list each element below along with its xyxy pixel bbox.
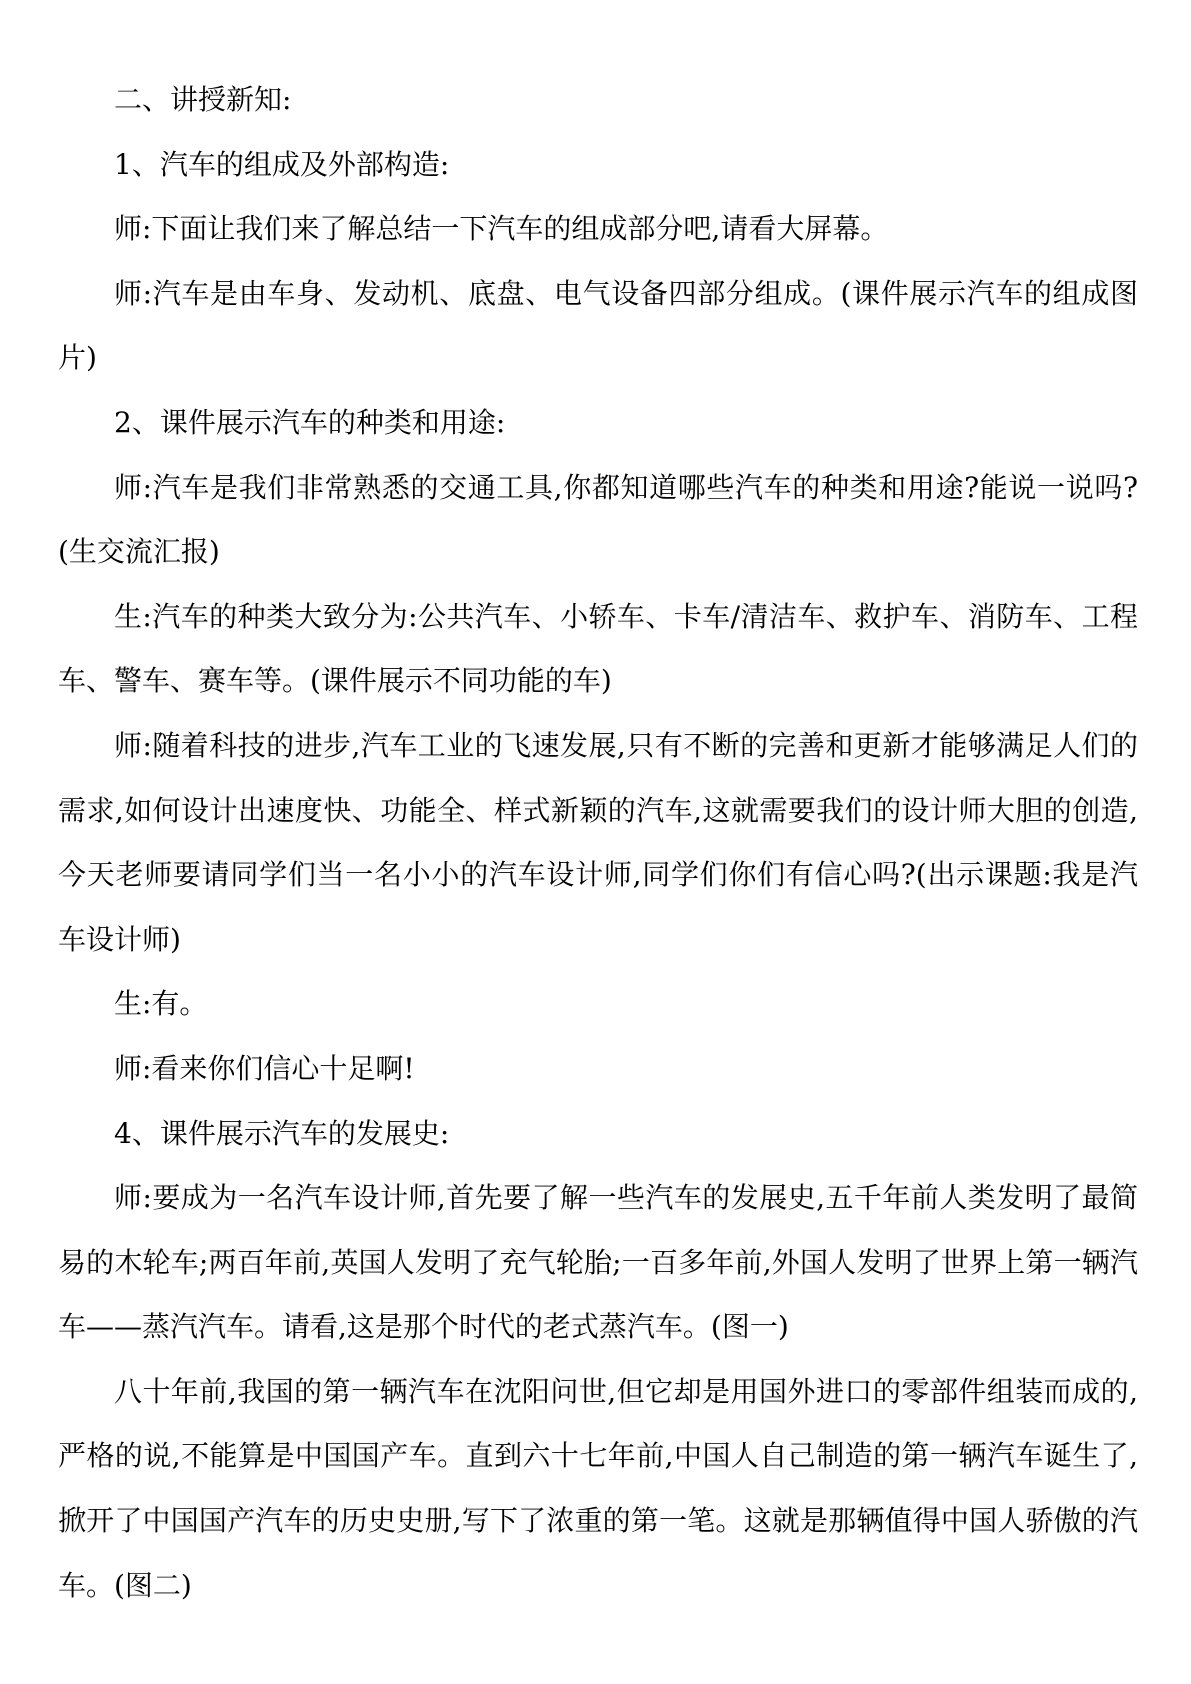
- section-heading: 二、讲授新知:: [114, 83, 292, 116]
- body-paragraph: 八十年前,我国的第一辆汽车在沈阳问世,但它却是用国外进口的零部件组装而成的,严格的说,不能算是中国国产车。直到六十七年前,中国人自己制造的第一辆汽车诞生了,掀开了中国国产汽车的历史史册,写下了浓重的第一笔。这就是那辆值得中国人骄傲的汽车。(图二): [58, 1374, 1138, 1602]
- body-paragraph: 师:汽车是由车身、发动机、底盘、电气设备四部分组成。(课件展示汽车的组成图片): [58, 276, 1138, 375]
- subsection-heading: 1、汽车的组成及外部构造:: [114, 147, 450, 181]
- body-paragraph: 生:有。: [114, 987, 208, 1021]
- document-page: [58, 68, 1138, 1618]
- subsection-heading: 2、课件展示汽车的种类和用途:: [114, 405, 506, 439]
- body-paragraph: 师:汽车是我们非常熟悉的交通工具,你都知道哪些汽车的种类和用途?能说一说吗?(生交流汇报): [58, 470, 1138, 569]
- body-paragraph: 生:汽车的种类大致分为:公共汽车、小轿车、卡车/清洁车、救护车、消防车、工程车、警车、赛车等。(课件展示不同功能的车): [58, 599, 1138, 698]
- body-paragraph: 师:看来你们信心十足啊!: [114, 1051, 415, 1085]
- subsection-heading: 4、课件展示汽车的发展史:: [114, 1116, 450, 1150]
- body-paragraph: 师:要成为一名汽车设计师,首先要了解一些汽车的发展史,五千年前人类发明了最简易的木轮车;两百年前,英国人发明了充气轮胎;一百多年前,外国人发明了世界上第一辆汽车——蒸汽汽车。请看,这是那个时代的老式蒸汽车。(图一): [58, 1181, 1138, 1344]
- body-paragraph: 师:下面让我们来了解总结一下汽车的组成部分吧,请看大屏幕。: [114, 212, 889, 246]
- body-paragraph: 师:随着科技的进步,汽车工业的飞速发展,只有不断的完善和更新才能够满足人们的需求,如何设计出速度快、功能全、样式新颖的汽车,这就需要我们的设计师大胆的创造,今天老师要请同学们当一名小小的汽车设计师,同学们你们有信心吗?(出示课题:我是汽车设计师): [58, 728, 1138, 956]
